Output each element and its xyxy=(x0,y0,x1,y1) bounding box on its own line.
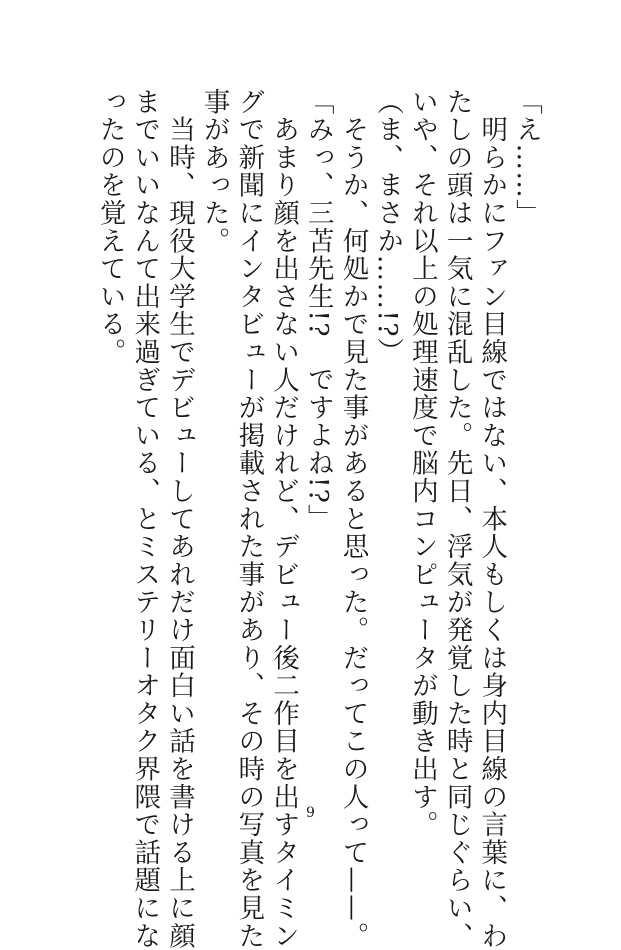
vertical-text-body xyxy=(92,88,543,950)
text-line: そうか、何処かで見た事があると思った。だってこの人って——。 xyxy=(337,88,369,950)
page-number: 9 xyxy=(306,805,315,821)
text-line: 当時、現役大学生でデビューしてあれだけ面白い話を書ける上に顔 xyxy=(163,88,195,950)
text-line: 事があった。 xyxy=(198,88,230,255)
text-line: いや、それ以上の処理速度で脳内コンピュータが動き出す。 xyxy=(406,88,438,839)
text-line: グで新聞にインタビューが掲載された事があり、その時の写真を見た xyxy=(233,88,265,950)
text-line: 「みっ、三苫先生!? ですよね!?」 xyxy=(302,88,334,533)
text-line: （ま、まさか……!?） xyxy=(372,88,404,366)
text-line: までいいなんて出来過ぎている、とミステリーオタク界隈で話題にな xyxy=(129,88,161,950)
text-line: 「え……」 xyxy=(511,88,542,227)
text-line: ったのを覚えている。 xyxy=(94,88,126,366)
text-line: あまり顔を出さない人だけれど、デビュー後二作目を出すタイミン xyxy=(268,88,300,950)
text-line: 明らかにファン目線ではない、本人もしくは身内目線の言葉に、わ xyxy=(476,88,508,950)
text-line: たしの頭は一気に混乱した。先日、浮気が発覚した時と同じぐらい、 xyxy=(441,88,473,950)
